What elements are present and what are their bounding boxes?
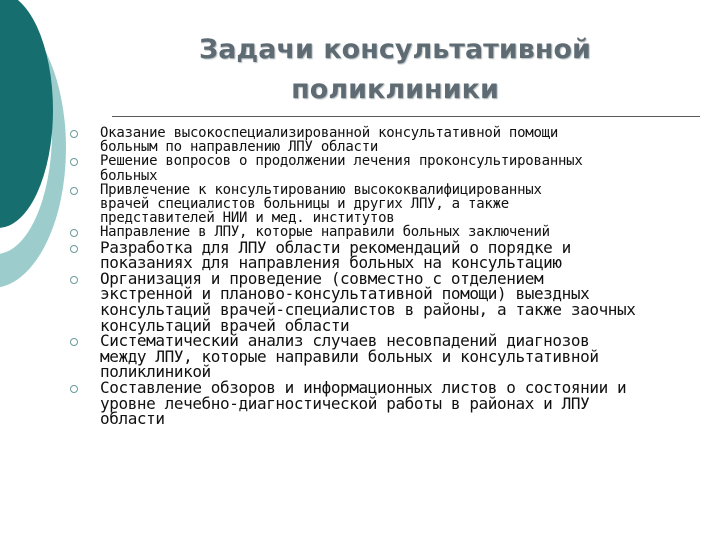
circle-bullet-icon [70, 130, 78, 138]
list-item-text: Организация и проведение (совместно с отделением экстренной и планово-консультативной помощи) выездных консультаций врачей-специалистов в районы, а также заочных консультаций врачей области [100, 268, 636, 335]
list-item [66, 377, 706, 429]
list-item [66, 268, 706, 335]
list-item [66, 126, 706, 154]
title-divider [112, 116, 700, 117]
list-item-text: Направление в ЛПУ, которые направили больных заключений [100, 224, 550, 241]
circle-bullet-icon [70, 276, 78, 284]
list-item-text: Составление обзоров и информационных листов о состоянии и уровне лечебно-диагностической работы в районах и ЛПУ области [100, 377, 627, 429]
list-item [66, 237, 706, 273]
list-item-text: Оказание высокоспециализированной консультативной помощи больным по направлению ЛПУ области [100, 125, 559, 156]
circle-bullet-icon [70, 187, 78, 195]
circle-bullet-icon [70, 229, 78, 237]
title-line-1: Задачи консультативной [199, 34, 591, 65]
list-item [66, 154, 706, 182]
circle-bullet-icon [70, 385, 78, 393]
list-item [66, 183, 706, 226]
list-item-text: Разработка для ЛПУ области рекомендаций о порядке и показаниях для направления больных на консультацию [100, 237, 571, 273]
title-line-2: поликлиники [291, 74, 499, 105]
list-item [66, 333, 706, 380]
circle-bullet-icon [70, 245, 78, 253]
circle-bullet-icon [70, 158, 78, 166]
list-item-text: Решение вопросов о продолжении лечения проконсультированных больных [100, 153, 583, 184]
circle-bullet-icon [70, 338, 78, 346]
tasks-list [66, 126, 706, 427]
list-item-text: Привлечение к консультированию высококвалифицированных врачей специалистов больницы и других ЛПУ, а также представителей НИИ и мед. институтов [100, 181, 542, 227]
list-item-text: Систематический анализ случаев несовпадений диагнозов между ЛПУ, которые направили больных и консультативной поликлиникой [100, 331, 599, 382]
slide-title [140, 30, 650, 110]
